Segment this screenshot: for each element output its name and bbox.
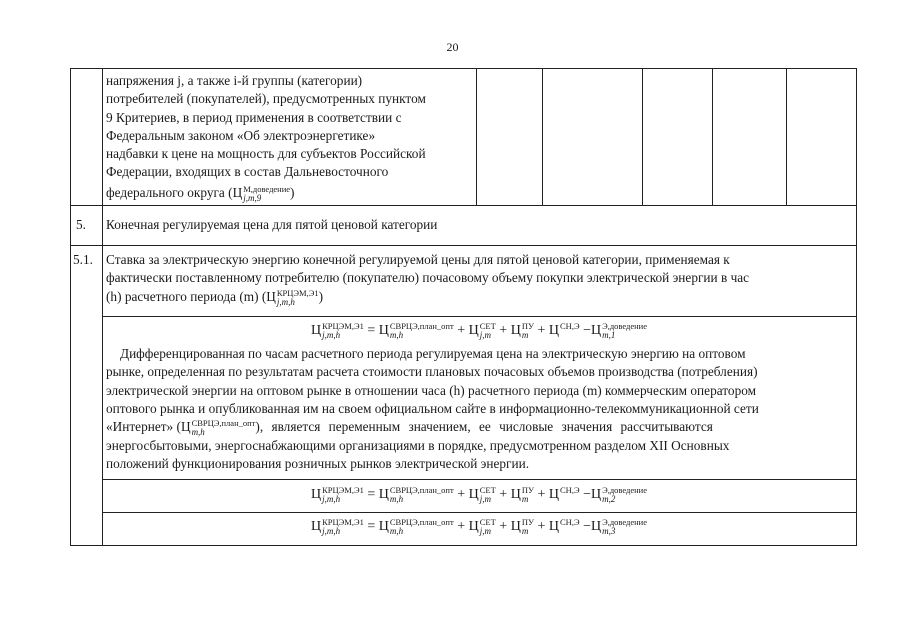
column-divider <box>642 68 643 205</box>
formula-3: Ц КРЦЭМ,Э1 j,m,h = Ц СВРЦЭ,план_опт m,h + Ц СЕТ j,m + Ц ПУ m + Ц СН,Э −Ц Э,доведение m,3 <box>311 517 647 536</box>
row-description: Ставка за электрическую энергию конечной регулируемой цены для пятой ценовой категории, применяемая к фактически поставленному потребителю (покупателю) почасовому объему покупки электрической энергии в час (h) расчетного периода (m) (Ц КРЦЭМ,Э1 j,m,h ) <box>106 252 750 307</box>
row-divider <box>70 205 857 206</box>
number-column-divider <box>102 68 103 546</box>
row-divider <box>70 245 857 246</box>
page-number: 20 <box>446 40 459 54</box>
column-divider <box>542 68 543 205</box>
row-number: 5. <box>76 217 86 232</box>
column-divider <box>476 68 477 205</box>
row-title: Конечная регулируемая цена для пятой ценовой категории <box>106 217 438 232</box>
explanation-text: Дифференцированная по часам расчетного периода регулируемая цена на электрическую энергию на оптовом рынке, определенная по результатам расчета стоимости плановых почасовых объемов производства (потребления) электрической энергии на оптовом рынке в отношении часа (h) расчетного периода (m) коммерческим оператором оптового рынка и опубликованная им на своем официальном сайте в информационно-телекоммуникационной сети «Интернет» (Ц СВРЦЭ,план_опт m,h ), является переменным значением, ее числовые значения рассчитываются энергосбытовыми, энергоснабжающими организациями в порядке, предусмотренном разделом XII Основных положений функционирования розничных рынков электрической энергии. <box>106 346 759 472</box>
column-divider <box>712 68 713 205</box>
row-divider <box>102 316 857 317</box>
column-divider <box>786 68 787 205</box>
row-divider <box>102 512 857 513</box>
row-number: 5.1. <box>73 252 93 267</box>
formula-1: Ц КРЦЭМ,Э1 j,m,h = Ц СВРЦЭ,план_опт m,h + Ц СЕТ j,m + Ц ПУ m + Ц СН,Э −Ц Э,доведение m,1 <box>311 321 647 340</box>
continuation-text: напряжения j, а также i-й группы (категории) потребителей (покупателей), предусмотренных пунктом 9 Критериев, в период применения в соответствии с Федеральным законом «Об электроэнергетике» надбавки к цене на мощность для субъектов Российской Федерации, входящих в состав Дальневосточного федерального округа (Ц М,доведение j,m,9 ) <box>106 73 426 203</box>
formula-2: Ц КРЦЭМ,Э1 j,m,h = Ц СВРЦЭ,план_опт m,h + Ц СЕТ j,m + Ц ПУ m + Ц СН,Э −Ц Э,доведение m,2 <box>311 485 647 504</box>
row-divider <box>102 479 857 480</box>
